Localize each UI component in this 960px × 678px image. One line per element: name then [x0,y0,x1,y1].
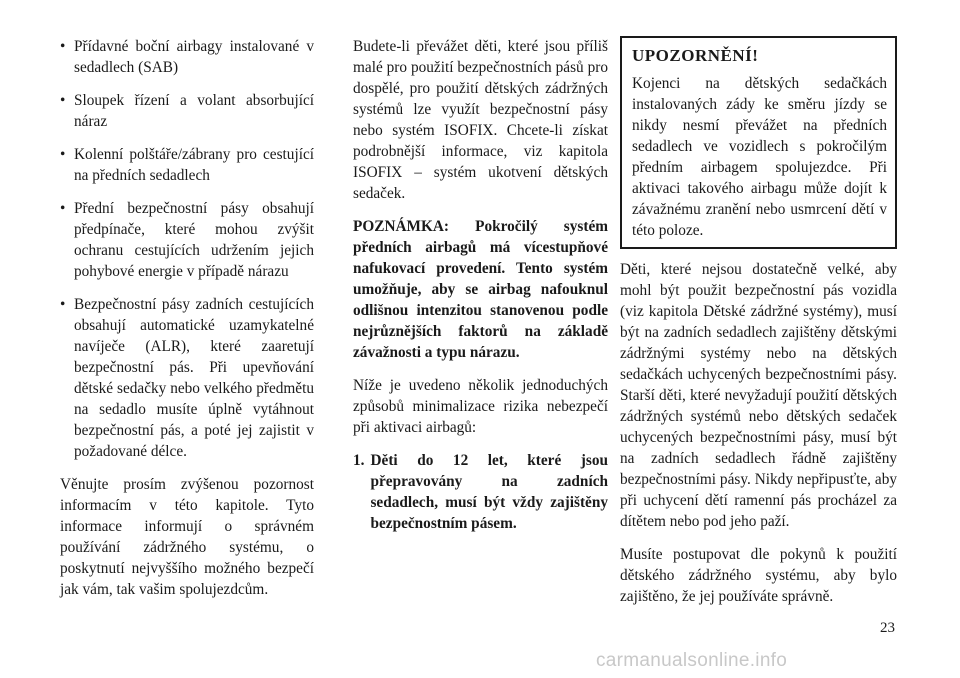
instructions-paragraph: Musíte postupovat dle pokynů k použití dětského zádržného systému, aby bylo zajištěno, že jej používáte správně. [620,546,897,605]
feature-bullet-list [60,36,314,462]
children-seating-paragraph: Děti, které nejsou dostatečně velké, aby mohl být použit bezpečnostní pás vozidla (viz kapitola Dětské zádržné systémy), musí být na zadních sedadlech zajištěny dětskými zádržnými systémy nebo na dětských sedačkách uchycených bezpečnostními pásy. Starší děti, které nevyžadují použití dětských zádržných systémů nebo dětských sedaček uchycených bezpečnostními pásy, musí být na zadních sedadlech řádně zajištěny bezpečnostními pásy. Nikdy nepřipusťte, aby při uchycení dětí ramenní pás procházel za dítětem nebo pod jeho paží. [620,261,897,530]
bullet-item: • Bezpečnostní pásy zadních cestujících obsahují automatické uzamykatelné navíječe (ALR), které zaaretují bezpečnostní pás. Při upevňování dětské sedačky nebo velkého předmětu na sedadlo musíte úplně vytáhnout bezpečnostní pás, a poté jej zajistit v požadované délce. [60,294,314,462]
bullet-item: • Kolenní polštáře/zábrany pro cestující na předních sedadlech [60,144,314,186]
child-transport-paragraph: Budete-li převážet děti, které jsou příliš malé pro použití bezpečnostních pásů pro dospělé, pro použití dětských zádržných systémů lze využít bezpečnostní pásy nebo systém ISOFIX. Chcete-li získat podrobnější informace, viz kapitola ISOFIX – systém ukotvení dětských sedaček. [353,38,608,202]
page-number: 23 [880,620,895,636]
watermark: carmanualsonline.info [596,650,788,671]
note-paragraph: POZNÁMKA: Pokročilý systém předních airbagů má vícestupňové nafukovací provedení. Tento systém umožňuje, aby se airbag nafouknul odlišnou intenzitou stanovenou podle nejrůznějších faktorů na základě závažnosti a typu nárazu. [353,218,608,361]
right-column [620,36,897,619]
item-text: Děti do 12 let, které jsou přepravovány na zadních sedadlech, musí být vždy zajištěny bezpečnostním pásem. [370,452,608,532]
bullet-item: • Přední bezpečnostní pásy obsahují předpínače, které mohou zvýšit ochranu cestujících udržením jejich pohybové energie v případě nárazu [60,198,314,282]
warning-text: Kojenci na dětských sedačkách instalovaných zády ke směru jízdy se nikdy nesmí převážet na předních sedadlech ve vozidlech s pokročilým předním airbagem spolujezdce. Při aktivaci takového airbagu může dojít k závažnému zranění nebo usmrcení dětí v této poloze. [632,75,887,239]
middle-column [353,36,608,534]
warning-title: UPOZORNĚNÍ! [632,46,759,65]
warning-box [620,36,897,249]
bullet-item: • Přídavné boční airbagy instalované v sedadlech (SAB) [60,36,314,78]
item-number: 1. [353,452,365,469]
attention-paragraph: Věnujte prosím zvýšenou pozornost informacím v této kapitole. Tyto informace informují o správném používání zádržného systému, o poskytnutí nejvyššího možného bezpečí jak vám, tak vašim spolujezdcům. [60,476,314,598]
risk-intro-paragraph: Níže je uvedeno několik jednoduchých způsobů minimalizace rizika nebezpečí při aktivaci airbagů: [353,377,608,436]
numbered-item [353,450,608,534]
left-column [60,36,314,612]
bullet-item: • Sloupek řízení a volant absorbující náraz [60,90,314,132]
